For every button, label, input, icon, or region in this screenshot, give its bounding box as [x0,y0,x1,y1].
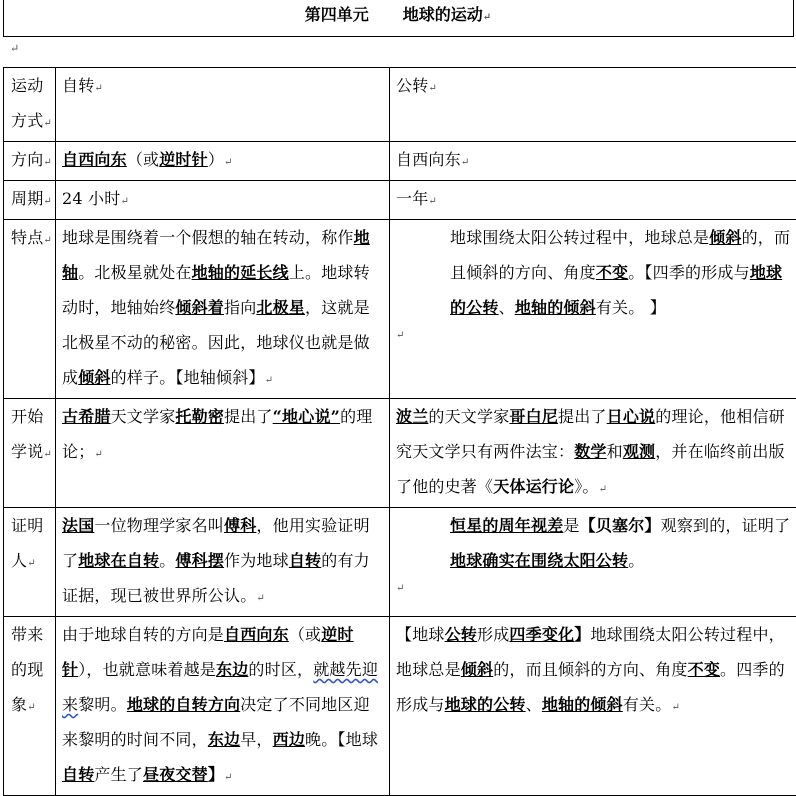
emphasized-text: 自转 [289,551,321,570]
text-run: 的天文学家 [428,407,509,426]
phenomena-revolution-cell: 【地球公转形成四季变化】地球围绕太阳公转过程中，地球总是倾斜的，而且倾斜的方向、角度不变。四季的形成与地球的公转、地轴的倾斜有关。↵ [390,617,796,796]
cell-text [62,625,378,784]
cell-text [62,189,120,208]
text-run: 。 [628,551,644,570]
emphasized-text: 倾斜 [78,368,110,387]
emphasized-text: 地轴的倾斜 [515,298,596,317]
row-label: 特点 [11,228,43,247]
cell-text [396,407,785,496]
direction-revolution-cell: 自西向东↵ [390,142,796,181]
text-run: 》。 [574,477,598,496]
emphasized-text: 公转 [445,625,477,644]
text-run: 早， [240,730,272,749]
emphasized-text: 倾斜 [461,660,493,679]
text-run: 。四季的形成与 [396,660,785,714]
emphasized-text: 倾斜着 [175,298,224,317]
row-label: 方向 [11,150,43,169]
cell-text [396,625,785,714]
cell-text [450,228,790,317]
text-run: 的有力证据，现已被世界所公认。 [62,551,370,605]
emphasized-text: 古希腊 [62,407,111,426]
features-rotation-cell: 地球是围绕着一个假想的轴在转动，称作地轴。北极星就处在地轴的延长线上。地球转动时，地轴始终倾斜着指向北极星，这就是北极星不动的秘密。因此，地球仪也就是做成倾斜的样子。【地轴倾斜】↵ [56,220,390,399]
text-run: 、 [499,298,515,317]
paragraph-mark: ↵ [10,42,19,55]
text-run: 的，而且倾斜的方向、角度 [450,228,790,282]
emphasized-text: 东边 [216,660,248,679]
text-run: 的理论； [62,407,372,461]
row-label-cell: 特点↵ [4,220,56,399]
text-run: 地球围绕太阳公转过程中，地球总是 [450,228,709,247]
phenomena-rotation-cell: 由于地球自转的方向是自西向东（或逆时针），也就意味着越是东边的时区，就越先迎来黎明。地球的自转方向决定了不同地区迎来黎明的时间不同，东边早，西边晚。【地球自转产生了昼夜交替】↵ [56,617,390,796]
text-run: 、 [526,695,542,714]
table-row-direction [4,142,796,181]
text-run: 的理论，他相信研究天文学只有两件法宝： [396,407,785,461]
text-run: 。 [159,551,175,570]
text-run: 产生了 [94,765,143,784]
table-row-origin [4,399,796,508]
text-run: 有关。 】 [596,298,666,317]
header-divider [3,36,794,37]
table-row-phenomena [4,617,796,796]
text-run: 有关。 [623,695,672,714]
emphasized-text: 地轴的倾斜 [542,695,623,714]
emphasized-text: 北极星 [256,298,305,317]
text-run: ），也就意味着越是 [78,660,216,679]
text-run: 是 [563,516,579,535]
revolution-header-cell: 公转↵ [390,68,796,142]
text-run: （或 [289,625,321,644]
text-run: 的，而且倾斜的方向、角度 [493,660,687,679]
text-run: ，并在临终前出版了他的史著《 [396,442,785,496]
row-label: 运动方式 [11,76,43,130]
emphasized-text: 】 [208,765,224,784]
emphasized-text: 不变 [688,660,720,679]
text-run: ） [208,150,224,169]
row-label: 带来的现象 [11,625,43,714]
text-run: ，这就是北极星不动的秘密。因此，地球仪也就是做成 [62,298,370,387]
revolution-header: 公转 [396,76,428,95]
text-run: 自西向东 [396,150,461,169]
text-run: 指向 [224,298,256,317]
text-run: 提出了 [224,407,273,426]
emphasized-text: 波兰 [396,407,428,426]
emphasized-text: 东边 [208,730,240,749]
row-label-cell: 周期↵ [4,181,56,220]
rotation-header: 自转 [62,76,94,95]
text-run: 天文学家 [111,407,176,426]
emphasized-text: 倾斜 [709,228,741,247]
emphasized-text: 逆时针 [62,625,354,679]
text-run: 晚。【地球 [305,730,378,749]
cell-text [396,150,461,169]
cell-text [62,407,372,461]
emphasized-text: 地轴的延长线 [192,263,289,282]
emphasized-text: 自西向东 [224,625,289,644]
proof-rotation-cell: 法国一位物理学家名叫傅科，他用实验证明了地球在自转。傅科摆作为地球自转的有力证据，现已被世界所公认。↵ [56,508,390,617]
text-run: （或 [127,150,159,169]
emphasized-text: 地球在自转 [78,551,159,570]
cell-text [62,150,224,169]
emphasized-text: 不变 [596,263,628,282]
emphasized-text: 【贝塞尔】 [580,516,661,535]
text-run: 提出了 [558,407,607,426]
text-run: 【地球 [396,625,445,644]
text-run: 决定了不同地区迎来黎明的时间不同， [62,695,370,749]
emphasized-text: 托勒密 [175,407,224,426]
proof-revolution-cell: 恒星的周年视差是【贝塞尔】观察到的，证明了地球确实在围绕太阳公转。 ↵ [390,508,796,617]
emphasized-text: 逆时针 [159,150,208,169]
emphasized-text: 四季变化 [509,625,574,644]
emphasized-text: 】 [574,625,590,644]
cell-text [396,189,428,208]
emphasized-text: 地轴 [62,228,370,282]
emphasized-text: 地球的自转方向 [127,695,240,714]
text-run: 由于地球自转的方向是 [62,625,224,644]
text-run: 地球围绕太阳公转过程中，地球总是 [396,625,785,679]
text-run: 地球是围绕着一个假想的轴在转动，称作 [62,228,354,247]
table-row-period [4,181,796,220]
text-run: 。北极星就处在 [78,263,191,282]
emphasized-text: 法国 [62,516,94,535]
row-label-cell: 运动方式↵ [4,68,56,142]
text-run: 作为地球 [224,551,289,570]
row-label-cell: 方向↵ [4,142,56,181]
paragraph-mark: ↵ [483,12,491,23]
comparison-table [3,67,796,796]
unit-title: 第四单元 [305,5,369,24]
features-revolution-cell: 地球围绕太阳公转过程中，地球总是倾斜的，而且倾斜的方向、角度不变。【四季的形成与地球的公转、地轴的倾斜有关。 】 ↵ [390,220,796,399]
period-revolution-cell: 一年↵ [390,181,796,220]
text-run: 形成 [477,625,509,644]
text-run: 一位物理学家名叫 [94,516,224,535]
emphasized-text: 观测 [623,442,655,461]
emphasized-text: 数学 [574,442,606,461]
text-run: 的样子。【地轴倾斜】 [111,368,265,387]
lesson-title: 地球的运动 [403,5,483,24]
emphasized-text: 傅科 [224,516,256,535]
emphasized-text: 就越先迎来 [62,660,378,714]
origin-rotation-cell: 古希腊天文学家托勒密提出了“地心说”的理论；↵ [56,399,390,508]
table-row-features [4,220,796,399]
row-label-cell: 证明人↵ [4,508,56,617]
row-label: 证明人 [11,516,43,570]
text-run: ，他用实验证明了 [62,516,370,570]
text-run: 和 [607,442,623,461]
table-row-header [4,68,796,142]
emphasized-text: 昼夜交替 [143,765,208,784]
emphasized-text: 哥白尼 [509,407,558,426]
emphasized-text: 自转 [62,765,94,784]
row-label-cell: 开始学说↵ [4,399,56,508]
text-run: 的时区， [248,660,313,679]
text-run: 一年 [396,189,428,208]
emphasized-text: 恒星的周年视差 [450,516,563,535]
period-rotation-cell: 24 小时↵ [56,181,390,220]
text-run: 上。地球转动时，地轴始终 [62,263,370,317]
cell-text [62,516,370,605]
emphasized-text: 天体运行论 [493,477,574,496]
emphasized-text: 西边 [273,730,305,749]
emphasized-text: 地球确实在围绕太阳公转 [450,551,628,570]
text-run: 黎明。 [78,695,127,714]
row-label-cell: 带来的现象↵ [4,617,56,796]
emphasized-text: 日心说 [607,407,656,426]
cell-text [62,228,370,387]
text-run: 观察到的，证明了 [661,516,791,535]
text-run: 24 小时 [62,189,120,208]
origin-revolution-cell: 波兰的天文学家哥白尼提出了日心说的理论，他相信研究天文学只有两件法宝：数学和观测，并在临终前出版了他的史著《天体运行论》。↵ [390,399,796,508]
text-run: 。【四季的形成与 [628,263,750,282]
emphasized-text: 自西向东 [62,150,127,169]
row-label: 开始学说 [11,407,43,461]
emphasized-text: 傅科摆 [175,551,224,570]
emphasized-text: 地球的公转 [445,695,526,714]
cell-text [450,516,790,570]
row-label: 周期 [11,189,43,208]
rotation-header-cell: 自转↵ [56,68,390,142]
page-title [0,4,796,29]
emphasized-text: “地心说” [273,407,340,426]
direction-rotation-cell: 自西向东（或逆时针）↵ [56,142,390,181]
table-row-proof [4,508,796,617]
emphasized-text: 地球的公转 [450,263,782,317]
